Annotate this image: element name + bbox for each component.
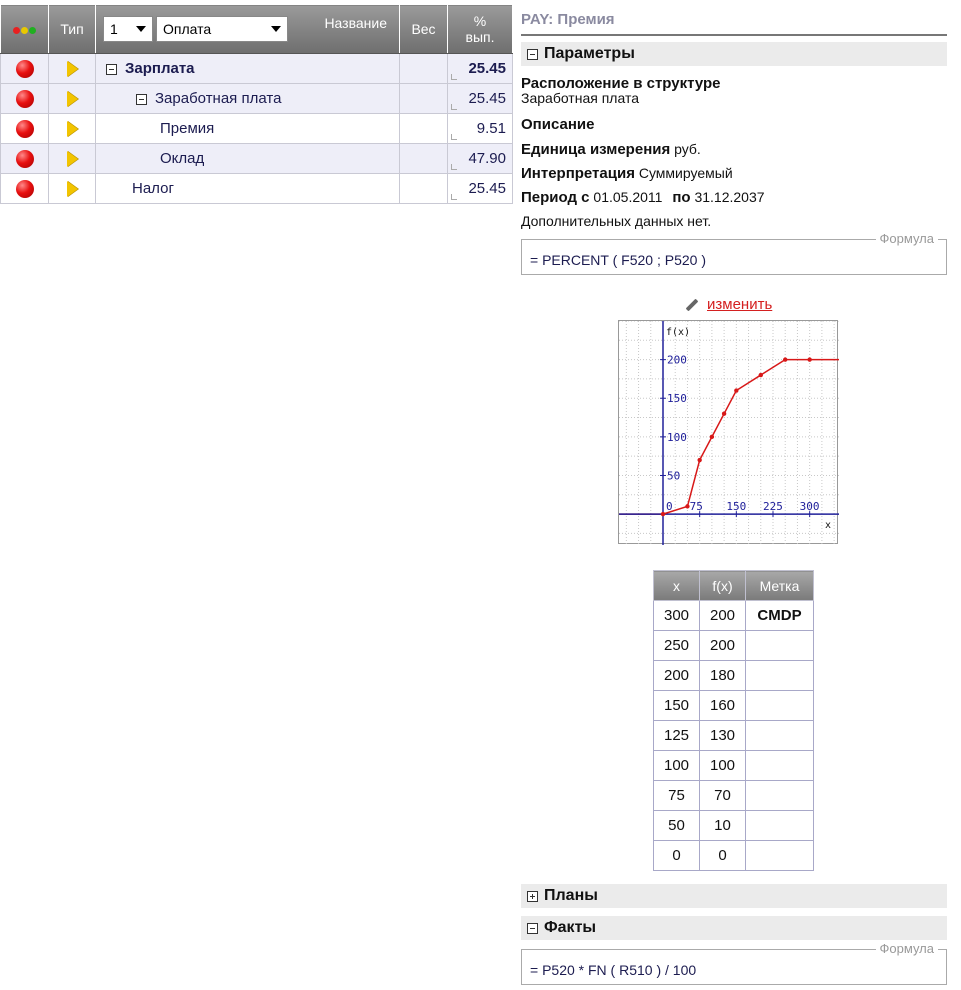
formula-box: [521, 231, 947, 275]
collapse-icon[interactable]: [136, 94, 147, 105]
fx-cell: 70: [700, 781, 746, 811]
function-table-row[interactable]: [654, 601, 814, 631]
tree-row-value: 25.45: [468, 60, 506, 77]
facts-formula-legend: Формула: [876, 941, 938, 956]
facts-formula-box: [521, 941, 947, 985]
tree-row-value: 47.90: [468, 150, 506, 167]
function-table-row[interactable]: [654, 811, 814, 841]
label-cell: [746, 721, 814, 751]
section-plans-label: Планы: [544, 887, 598, 904]
y-tick-label: 150: [667, 392, 687, 406]
formula-text: = PERCENT ( F520 ; P520 ): [530, 252, 706, 268]
y-axis-label: f(x): [666, 327, 691, 338]
tree-row-name: Зарплата: [125, 60, 195, 77]
x-axis-label: x: [825, 520, 832, 532]
panel-title-name: Премия: [557, 11, 615, 28]
tree-row[interactable]: [1, 144, 513, 174]
graph-svg: [619, 321, 839, 545]
y-tick-label: 200: [667, 353, 687, 367]
red-status-icon: [16, 60, 34, 78]
tree-row[interactable]: [1, 174, 513, 204]
function-table: [653, 570, 814, 871]
period-from-value: 01.05.2011: [593, 189, 663, 205]
chevron-down-icon: [271, 26, 281, 32]
period-to-label: по: [672, 189, 691, 206]
x-tick-label: 0: [666, 500, 673, 514]
x-cell: 125: [654, 721, 700, 751]
section-parameters-label: Параметры: [544, 45, 635, 62]
data-point: [685, 504, 689, 508]
formula-legend: Формула: [876, 231, 938, 246]
label-cell: [746, 781, 814, 811]
data-point: [734, 388, 738, 392]
label-column-header[interactable]: Метка: [746, 571, 814, 601]
play-arrow-icon[interactable]: [67, 151, 78, 167]
tree-row-weight: [400, 84, 448, 114]
section-facts[interactable]: [521, 916, 947, 940]
location-block: [521, 76, 947, 106]
group-select-value: Оплата: [163, 21, 212, 37]
data-point: [661, 512, 665, 516]
x-column-header[interactable]: x: [654, 571, 700, 601]
function-table-body: [654, 601, 814, 871]
no-data-text: Дополнительных данных нет.: [521, 213, 712, 229]
x-cell: 50: [654, 811, 700, 841]
tree-row-weight: [400, 174, 448, 204]
function-graph: [618, 320, 838, 544]
level-select[interactable]: [103, 16, 153, 42]
fx-cell: 10: [700, 811, 746, 841]
data-point: [807, 357, 811, 361]
collapse-icon[interactable]: [527, 923, 538, 934]
tree-row-weight: [400, 114, 448, 144]
data-point: [697, 458, 701, 462]
play-arrow-icon[interactable]: [67, 121, 78, 137]
section-facts-label: Факты: [544, 919, 597, 936]
period-row: [521, 189, 947, 206]
label-cell: [746, 691, 814, 721]
fx-column-header[interactable]: f(x): [700, 571, 746, 601]
unit-value: руб.: [674, 141, 701, 157]
y-tick-label: 100: [667, 430, 687, 444]
x-tick-label: 225: [763, 500, 783, 514]
x-tick-label: 300: [799, 500, 820, 514]
description-label: Описание: [521, 116, 595, 133]
label-cell: [746, 841, 814, 871]
tree-row-weight: [400, 54, 448, 84]
function-table-row[interactable]: [654, 661, 814, 691]
function-table-row[interactable]: [654, 841, 814, 871]
fx-cell: 0: [700, 841, 746, 871]
percent-column-header[interactable]: % вып.: [448, 5, 513, 54]
label-cell: CMDP: [746, 601, 814, 631]
play-arrow-icon[interactable]: [67, 181, 78, 197]
group-select[interactable]: [156, 16, 288, 42]
x-cell: 150: [654, 691, 700, 721]
resize-corner-icon: [451, 134, 457, 140]
type-column-header[interactable]: Тип: [49, 5, 96, 54]
interpretation-value: Суммируемый: [638, 165, 733, 181]
interpretation-row: [521, 165, 947, 182]
collapse-icon[interactable]: [527, 49, 538, 60]
panel-title: [521, 0, 947, 36]
period-from-label: Период с: [521, 189, 590, 206]
interpretation-label: Интерпретация: [521, 165, 635, 182]
tree-row-value: 25.45: [468, 180, 506, 197]
label-cell: [746, 661, 814, 691]
label-cell: [746, 811, 814, 841]
resize-corner-icon: [451, 194, 457, 200]
tree-row-value: 25.45: [468, 90, 506, 107]
weight-column-header[interactable]: Вес: [400, 5, 448, 54]
x-cell: 75: [654, 781, 700, 811]
x-cell: 100: [654, 751, 700, 781]
unit-row: [521, 141, 947, 158]
label-cell: [746, 751, 814, 781]
x-cell: 300: [654, 601, 700, 631]
tree-header-row: [1, 5, 513, 54]
tree-row[interactable]: [1, 114, 513, 144]
fx-cell: 180: [700, 661, 746, 691]
edit-link[interactable]: [685, 296, 772, 313]
x-tick-label: 150: [726, 500, 747, 514]
play-arrow-icon[interactable]: [67, 91, 78, 107]
chevron-down-icon: [136, 26, 146, 32]
pencil-icon: [686, 299, 699, 312]
resize-corner-icon: [451, 104, 457, 110]
red-status-icon: [16, 120, 34, 138]
collapse-icon[interactable]: [106, 64, 117, 75]
x-tick-label: 75: [689, 500, 703, 514]
x-cell: 200: [654, 661, 700, 691]
level-select-value: 1: [110, 21, 118, 37]
location-value: Заработная плата: [521, 90, 639, 106]
tree-row-name: Налог: [132, 180, 174, 197]
fx-cell: 160: [700, 691, 746, 721]
x-cell: 0: [654, 841, 700, 871]
section-plans[interactable]: [521, 884, 947, 908]
label-cell: [746, 631, 814, 661]
fx-cell: 200: [700, 631, 746, 661]
resize-corner-icon: [451, 74, 457, 80]
expand-icon[interactable]: [527, 891, 538, 902]
name-header-label[interactable]: Название: [324, 15, 387, 31]
y-tick-label: 50: [667, 469, 681, 483]
tree-row-weight: [400, 144, 448, 174]
edit-link-label: изменить: [707, 296, 773, 313]
data-point: [783, 357, 787, 361]
tree-row-value: 9.51: [476, 120, 506, 137]
status-column-header[interactable]: [1, 5, 49, 54]
name-column-header: [96, 5, 400, 54]
section-parameters[interactable]: [521, 42, 947, 66]
tree-row[interactable]: [1, 84, 513, 114]
function-table-row[interactable]: [654, 721, 814, 751]
data-point: [722, 411, 726, 415]
tree-row-name: Оклад: [160, 150, 205, 167]
function-table-row[interactable]: [654, 631, 814, 661]
location-label: Расположение в структуре: [521, 75, 721, 92]
function-table-row[interactable]: [654, 691, 814, 721]
resize-corner-icon: [451, 164, 457, 170]
fx-cell: 200: [700, 601, 746, 631]
facts-formula-text: = P520 * FN ( R510 ) / 100: [530, 962, 697, 978]
panel-title-prefix: PAY:: [521, 11, 554, 28]
fx-cell: 100: [700, 751, 746, 781]
data-point: [759, 373, 763, 377]
tree-row-name: Премия: [160, 120, 215, 137]
x-cell: 250: [654, 631, 700, 661]
red-status-icon: [16, 90, 34, 108]
tree-row-name: Заработная плата: [155, 90, 282, 107]
red-status-icon: [16, 180, 34, 198]
function-table-header: [654, 571, 814, 601]
red-status-icon: [16, 150, 34, 168]
function-table-row[interactable]: [654, 781, 814, 811]
data-point: [710, 435, 714, 439]
function-table-row[interactable]: [654, 751, 814, 781]
unit-label: Единица измерения: [521, 141, 671, 158]
details-panel: [521, 0, 947, 990]
fx-cell: 130: [700, 721, 746, 751]
tree-body: [1, 54, 513, 204]
traffic-light-icon: [13, 27, 36, 34]
tree-row[interactable]: [1, 54, 513, 84]
tree-table: [0, 4, 513, 204]
period-to-value: 31.12.2037: [694, 189, 765, 205]
play-arrow-icon[interactable]: [67, 61, 78, 77]
